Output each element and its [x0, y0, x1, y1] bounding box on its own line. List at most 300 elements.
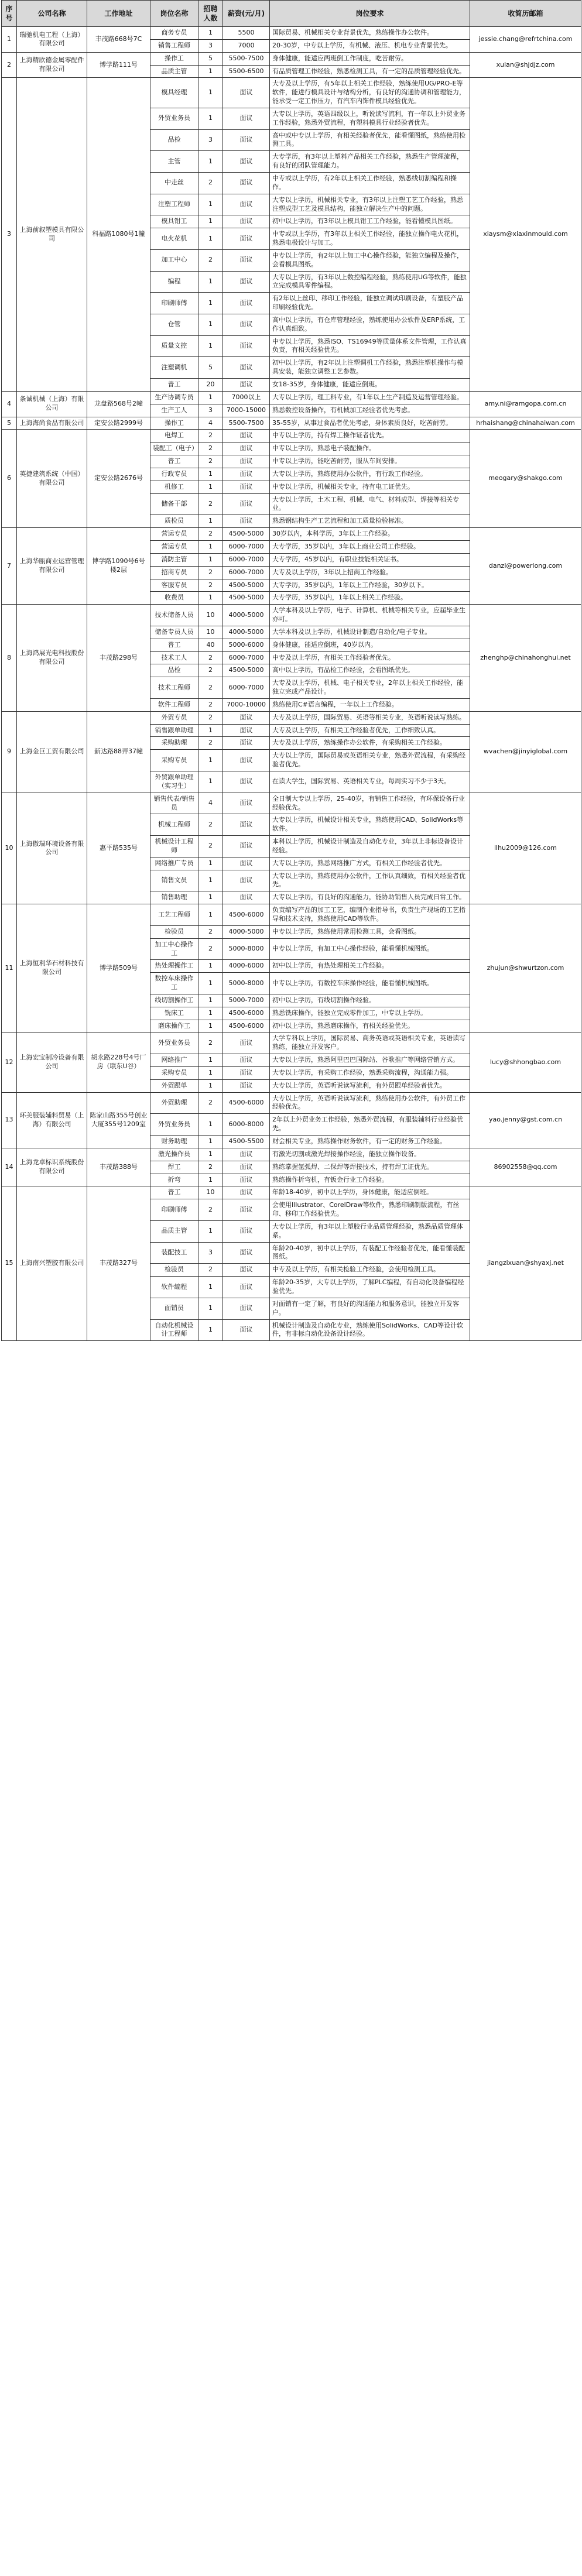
- resume-email: 86902558@qq.com: [470, 1148, 581, 1186]
- job-requirements: 中专及以上学历，有相关工作经验者优先。: [270, 651, 470, 664]
- job-requirements: 熟练操作折弯机，有钣金行业工作经验。: [270, 1174, 470, 1186]
- job-requirements: 身体健康，能适应两班倒工作制度，吃苦耐劳。: [270, 52, 470, 65]
- job-count: 2: [198, 1161, 223, 1174]
- job-title: 机修工: [150, 481, 198, 493]
- company-address: 丰茂路388号: [87, 1148, 150, 1186]
- job-title: 外贸助理: [150, 1092, 198, 1114]
- job-requirements: 中专及以上学历，有相关检验工作经验，会使用检测工具。: [270, 1264, 470, 1277]
- job-salary: 6000-7000: [223, 566, 270, 579]
- job-count: 1: [198, 78, 223, 108]
- job-title: 招商专员: [150, 566, 198, 579]
- resume-email: lucy@shhongbao.com: [470, 1033, 581, 1092]
- header-col-salary: 薪资(元/月): [223, 1, 270, 27]
- job-salary: 面议: [223, 172, 270, 194]
- job-requirements: 有2年以上丝印、移印工作经验，能独立调试印刷设备，有塑胶产品印刷经验优先。: [270, 293, 470, 314]
- row-index: 15: [2, 1186, 17, 1341]
- company-name: 上海鸿展光电科技股份有限公司: [17, 605, 87, 712]
- job-salary: 面议: [223, 108, 270, 129]
- job-count: 1: [198, 1174, 223, 1186]
- job-salary: 面议: [223, 711, 270, 724]
- header-col-company: 公司名称: [17, 1, 87, 27]
- job-count: 1: [198, 891, 223, 904]
- job-count: 1: [198, 540, 223, 553]
- job-salary: 面议: [223, 1319, 270, 1341]
- resume-email: danzl@powerlong.com: [470, 528, 581, 605]
- job-salary: 4000-6000: [223, 960, 270, 973]
- job-salary: 5500-7500: [223, 417, 270, 430]
- job-salary: 4000-5000: [223, 626, 270, 639]
- job-salary: 面议: [223, 1079, 270, 1092]
- job-requirements: 大专以上学历，土木工程、机械、电气、材料成型、焊接等相关专业。: [270, 493, 470, 515]
- job-requirements: 大专学历，35岁以内，3年以上商业公司工作经验。: [270, 540, 470, 553]
- job-count: 1: [198, 27, 223, 40]
- company-address: 丰茂路327号: [87, 1186, 150, 1341]
- job-salary: 面议: [223, 1054, 270, 1067]
- job-title: 技术工人: [150, 651, 198, 664]
- job-requirements: 女18-35岁，身体健康，能适应倒班。: [270, 379, 470, 392]
- job-title: 操作工: [150, 52, 198, 65]
- job-salary: 4500-5500: [223, 1136, 270, 1148]
- job-count: 2: [198, 938, 223, 960]
- job-count: 1: [198, 65, 223, 78]
- job-salary: 4500-6000: [223, 1007, 270, 1020]
- table-body: [2, 27, 581, 1341]
- job-title: 品检: [150, 664, 198, 677]
- job-requirements: 全日制大专以上学历，25-40岁，有销售工作经验，有环保设备行业经验优先。: [270, 793, 470, 814]
- job-salary: 7000-10000: [223, 698, 270, 711]
- job-requirements: 熟练掌握氩弧焊、二保焊等焊接技术，持有焊工证优先。: [270, 1161, 470, 1174]
- job-requirements: 大专学历，35岁以内，1年以上相关工作经验。: [270, 592, 470, 605]
- job-count: 3: [198, 129, 223, 151]
- job-requirements: 大专以上学历，英语听说读写流利，熟练使用办公软件，有外贸工作经验优先。: [270, 1092, 470, 1114]
- job-requirements: 机械设计制造及自动化专业，熟练使用SolidWorks、CAD等设计软件，有非标自动化设备设计经验。: [270, 1319, 470, 1341]
- job-salary: 4500-6000: [223, 1092, 270, 1114]
- job-salary: 7000-15000: [223, 404, 270, 417]
- job-salary: 6000-7000: [223, 540, 270, 553]
- job-requirements: 财会相关专业，熟练操作财务软件，有一定的财务工作经验。: [270, 1136, 470, 1148]
- table-row: [2, 1092, 581, 1114]
- job-requirements: 大专及以上学历，3年以上招商工作经验。: [270, 566, 470, 579]
- job-count: 3: [198, 39, 223, 52]
- job-title: 线切割操作工: [150, 994, 198, 1007]
- job-requirements: 高中以上学历，有仓库管理经验，熟练使用办公软件及ERP系统，工作认真细致。: [270, 314, 470, 335]
- resume-email: xiaysm@xiaxinmould.com: [470, 78, 581, 391]
- job-salary: 面议: [223, 891, 270, 904]
- job-salary: 4000-5000: [223, 925, 270, 938]
- row-index: 14: [2, 1148, 17, 1186]
- job-count: 1: [198, 271, 223, 293]
- resume-email: jessie.chang@refrtchina.com: [470, 27, 581, 53]
- job-count: 1: [198, 481, 223, 493]
- job-count: 2: [198, 711, 223, 724]
- resume-email: llhu2009@126.com: [470, 793, 581, 904]
- table-row: [2, 1148, 581, 1161]
- job-count: 5: [198, 52, 223, 65]
- job-salary: 面议: [223, 1199, 270, 1221]
- company-address: 陈家山路355号创业大厦355号1209室: [87, 1092, 150, 1148]
- job-salary: 4500-5000: [223, 664, 270, 677]
- job-count: 1: [198, 1114, 223, 1136]
- job-requirements: 大专以上学历，有良好的沟通能力，能协助销售人员完成日常工作。: [270, 891, 470, 904]
- job-salary: 面议: [223, 1066, 270, 1079]
- job-salary: 面议: [223, 750, 270, 771]
- job-title: 采购专员: [150, 750, 198, 771]
- job-salary: 4500-5000: [223, 528, 270, 541]
- job-salary: 5500: [223, 27, 270, 40]
- job-title: 销售代表/销售员: [150, 793, 198, 814]
- job-title: 客服专员: [150, 579, 198, 592]
- row-index: 5: [2, 417, 17, 430]
- row-index: 4: [2, 391, 17, 417]
- job-title: 品检: [150, 129, 198, 151]
- job-count: 1: [198, 391, 223, 404]
- job-salary: 7000以上: [223, 391, 270, 404]
- job-requirements: 初中以上学历，有线切割操作经验。: [270, 994, 470, 1007]
- job-count: 1: [198, 515, 223, 528]
- job-title: 自动化机械设计工程师: [150, 1319, 198, 1341]
- row-index: 3: [2, 78, 17, 391]
- job-count: 5: [198, 357, 223, 379]
- company-address: 惠平路535号: [87, 793, 150, 904]
- resume-email: amy.ni@ramgopa.com.cn: [470, 391, 581, 417]
- job-count: 2: [198, 493, 223, 515]
- job-salary: 面议: [223, 1033, 270, 1054]
- job-salary: 面议: [223, 468, 270, 481]
- job-count: 2: [198, 836, 223, 857]
- job-count: 1: [198, 960, 223, 973]
- job-salary: 面议: [223, 357, 270, 379]
- job-requirements: 熟悉钢结构生产工艺流程和加工质量检验标准。: [270, 515, 470, 528]
- job-salary: 面议: [223, 724, 270, 737]
- job-salary: 4500-6000: [223, 1020, 270, 1033]
- company-name: 上海傲瑞环境设备有限公司: [17, 793, 87, 904]
- job-requirements: 初中以上学历，熟悉磨床操作，有相关经验优先。: [270, 1020, 470, 1033]
- company-address: 胡永路228号4号厂房（联东U谷）: [87, 1033, 150, 1092]
- job-count: 2: [198, 566, 223, 579]
- row-index: 9: [2, 711, 17, 793]
- table-row: [2, 793, 581, 814]
- job-title: 普工: [150, 1186, 198, 1199]
- job-requirements: 年龄20-40岁，初中以上学历，有装配工作经验者优先，能看懂装配图纸。: [270, 1242, 470, 1264]
- job-count: 10: [198, 626, 223, 639]
- job-count: 2: [198, 528, 223, 541]
- job-title: 品质主管: [150, 1220, 198, 1242]
- job-requirements: 初中以上学历，有热处理相关工作经验。: [270, 960, 470, 973]
- job-count: 2: [198, 1264, 223, 1277]
- job-salary: 面议: [223, 430, 270, 443]
- table-row: [2, 52, 581, 65]
- job-title: 商务专员: [150, 27, 198, 40]
- job-salary: 面议: [223, 1277, 270, 1298]
- job-requirements: 中专以上学历，有数控车床操作经验，能看懂机械图纸。: [270, 973, 470, 994]
- resume-email: jiangzixuan@shyaxj.net: [470, 1186, 581, 1341]
- job-salary: 面议: [223, 857, 270, 870]
- job-title: 外贸业务员: [150, 1033, 198, 1054]
- job-count: 1: [198, 592, 223, 605]
- job-count: 4: [198, 793, 223, 814]
- header-col-count: 招聘人数: [198, 1, 223, 27]
- company-address: 龙盘路568号2幢: [87, 391, 150, 417]
- job-title: 销售工程师: [150, 39, 198, 52]
- row-index: 2: [2, 52, 17, 78]
- table-row: [2, 78, 581, 108]
- job-count: 4: [198, 417, 223, 430]
- job-salary: 面议: [223, 78, 270, 108]
- resume-email: meogary@shakgo.com: [470, 430, 581, 528]
- job-requirements: 中专以上学历，机械相关专业，持有电工证优先。: [270, 481, 470, 493]
- job-count: 2: [198, 664, 223, 677]
- job-title: 普工: [150, 379, 198, 392]
- job-count: 1: [198, 1136, 223, 1148]
- job-salary: 面议: [223, 1186, 270, 1199]
- job-requirements: 大专以上学历，有3年以上数控编程经验，熟练使用UG等软件，能独立完成模具零件编程。: [270, 271, 470, 293]
- job-count: 1: [198, 468, 223, 481]
- company-address: 新达路88弄37幢: [87, 711, 150, 793]
- header-col-address: 工作地址: [87, 1, 150, 27]
- table-row: [2, 391, 581, 404]
- company-address: 科福路1080号1幢: [87, 78, 150, 391]
- job-salary: 5500-6500: [223, 65, 270, 78]
- job-salary: 4500-6000: [223, 904, 270, 926]
- job-salary: 面议: [223, 455, 270, 468]
- job-requirements: 中专以上学历，持有焊工操作证者优先。: [270, 430, 470, 443]
- job-count: 1: [198, 1277, 223, 1298]
- job-requirements: 年龄18-40岁，初中以上学历，身体健康，能适应倒班。: [270, 1186, 470, 1199]
- job-requirements: 本科以上学历，机械设计制造及自动化专业，3年以上非标设备设计经验。: [270, 836, 470, 857]
- row-index: 1: [2, 27, 17, 53]
- job-salary: 6000-7000: [223, 651, 270, 664]
- job-title: 机械工程师: [150, 814, 198, 836]
- table-row: [2, 904, 581, 926]
- job-requirements: 在读大学生，国际贸易、英语相关专业，每周实习不少于3天。: [270, 771, 470, 793]
- job-title: 采购助理: [150, 737, 198, 750]
- job-count: 2: [198, 430, 223, 443]
- job-title: 外贸业务员: [150, 1114, 198, 1136]
- job-salary: 面议: [223, 1148, 270, 1161]
- job-title: 外贸跟单: [150, 1079, 198, 1092]
- job-salary: 面议: [223, 194, 270, 215]
- job-count: 2: [198, 172, 223, 194]
- job-count: 1: [198, 1319, 223, 1341]
- company-name: 条诚机械（上海）有限公司: [17, 391, 87, 417]
- resume-email: wvachen@jinyiglobal.com: [470, 711, 581, 793]
- job-requirements: 大学本科及以上学历，电子、计算机、机械等相关专业，应届毕业生亦可。: [270, 605, 470, 626]
- job-requirements: 高中以上学历，有品检工作经验，会看图纸优先。: [270, 664, 470, 677]
- table-row: [2, 1033, 581, 1054]
- job-salary: 面议: [223, 1161, 270, 1174]
- job-requirements: 初中以上学历，有2年以上注塑调机工作经验，熟悉注塑机操作与模具安装，能独立调整工艺参数。: [270, 357, 470, 379]
- job-requirements: 中专以上学历，有加工中心操作经验，能看懂机械图纸。: [270, 938, 470, 960]
- job-title: 普工: [150, 639, 198, 651]
- job-count: 3: [198, 1242, 223, 1264]
- job-count: 1: [198, 973, 223, 994]
- job-salary: 面议: [223, 228, 270, 250]
- job-count: 2: [198, 443, 223, 455]
- job-count: 1: [198, 994, 223, 1007]
- job-salary: 6000-8000: [223, 1114, 270, 1136]
- job-salary: 5000-6000: [223, 639, 270, 651]
- job-count: 1: [198, 1079, 223, 1092]
- job-salary: 面议: [223, 481, 270, 493]
- job-requirements: 中专以上学历，熟练使用常用检测工具，会看图纸。: [270, 925, 470, 938]
- job-title: 营运专员: [150, 540, 198, 553]
- job-count: 1: [198, 1220, 223, 1242]
- company-address: 博学路111号: [87, 52, 150, 78]
- job-count: 2: [198, 1033, 223, 1054]
- job-salary: 面议: [223, 1298, 270, 1319]
- job-salary: 5000-8000: [223, 938, 270, 960]
- job-title: 销售助理: [150, 891, 198, 904]
- row-index: 6: [2, 430, 17, 528]
- job-requirements: 20-30岁，中专以上学历，有机械、液压、机电专业背景优先。: [270, 39, 470, 52]
- job-salary: 6000-7000: [223, 677, 270, 699]
- job-count: 3: [198, 404, 223, 417]
- job-requirements: 大专以上学历，熟练使用办公软件，有行政工作经验。: [270, 468, 470, 481]
- job-salary: 面议: [223, 314, 270, 335]
- company-name: 上海海尚食品有限公司: [17, 417, 87, 430]
- header-col-requirements: 岗位要求: [270, 1, 470, 27]
- job-count: 1: [198, 1007, 223, 1020]
- row-index: 10: [2, 793, 17, 904]
- job-title: 销售跟单助理: [150, 724, 198, 737]
- job-title: 储备专员人员: [150, 626, 198, 639]
- job-title: 财务助理: [150, 1136, 198, 1148]
- table-row: [2, 27, 581, 40]
- company-address: 丰茂路668号7C: [87, 27, 150, 53]
- job-title: 电焊工: [150, 430, 198, 443]
- table-row: [2, 430, 581, 443]
- job-count: 10: [198, 605, 223, 626]
- job-title: 收费员: [150, 592, 198, 605]
- job-title: 注塑调机: [150, 357, 198, 379]
- job-requirements: 大专以上学历，机械相关专业，有3年以上注塑工艺工作经验，熟悉注塑成型工艺及模具结构，能独立解决生产中的问题。: [270, 194, 470, 215]
- job-salary: 5500-7500: [223, 52, 270, 65]
- job-title: 外贸跟单助理（实习生）: [150, 771, 198, 793]
- job-salary: 面议: [223, 215, 270, 228]
- job-count: 1: [198, 870, 223, 891]
- company-name: 上海精欣德金属零配件有限公司: [17, 52, 87, 78]
- job-title: 焊工: [150, 1161, 198, 1174]
- job-requirements: 负责编写产品的加工工艺，编制作业指导书，负责生产现场的工艺指导和技术支持，熟练使用CAD等软件。: [270, 904, 470, 926]
- job-count: 1: [198, 750, 223, 771]
- job-requirements: 大专及以上学历，熟练操作办公软件，有采购相关工作经验。: [270, 737, 470, 750]
- job-title: 装配工（电子）: [150, 443, 198, 455]
- job-requirements: 2年以上外贸业务工作经验，熟悉外贸流程，有服装辅料行业经验优先。: [270, 1114, 470, 1136]
- job-requirements: 有激光切割或激光焊接操作经验，能独立操作设备。: [270, 1148, 470, 1161]
- job-count: 10: [198, 1186, 223, 1199]
- job-count: 20: [198, 379, 223, 392]
- resume-email: hrhaishang@chinahaiwan.com: [470, 417, 581, 430]
- job-title: 软件工程师: [150, 698, 198, 711]
- job-salary: 4500-5000: [223, 592, 270, 605]
- company-address: 定安公路2999号: [87, 417, 150, 430]
- job-count: 2: [198, 579, 223, 592]
- job-title: 操作工: [150, 417, 198, 430]
- job-salary: 面议: [223, 1242, 270, 1264]
- job-title: 检验员: [150, 1264, 198, 1277]
- job-salary: 面议: [223, 771, 270, 793]
- job-salary: 面议: [223, 515, 270, 528]
- job-requirements: 身体健康，能适应倒班，40岁以内。: [270, 639, 470, 651]
- job-title: 行政专员: [150, 468, 198, 481]
- company-address: 博学路509号: [87, 904, 150, 1033]
- job-title: 面销员: [150, 1298, 198, 1319]
- company-name: 瑞驰机电工程（上海）有限公司: [17, 27, 87, 53]
- job-title: 仓管: [150, 314, 198, 335]
- job-salary: 面议: [223, 249, 270, 271]
- job-count: 40: [198, 639, 223, 651]
- job-requirements: 大专以上学历，机械设计相关专业，熟练使用CAD、SolidWorks等软件。: [270, 814, 470, 836]
- header-col-email: 收简历邮箱: [470, 1, 581, 27]
- company-name: 环美服装辅料贸易（上海）有限公司: [17, 1092, 87, 1148]
- job-salary: 面议: [223, 793, 270, 814]
- job-requirements: 35-55岁，从事过食品者优先考虑，身体素质良好，吃苦耐劳。: [270, 417, 470, 430]
- job-title: 网络推广: [150, 1054, 198, 1067]
- job-title: 采购专员: [150, 1066, 198, 1079]
- job-count: 1: [198, 1148, 223, 1161]
- job-title: 数控车床操作工: [150, 973, 198, 994]
- job-count: 1: [198, 857, 223, 870]
- job-count: 1: [198, 228, 223, 250]
- job-title: 网络推广专员: [150, 857, 198, 870]
- job-requirements: 大专以上学历，国际贸易或英语相关专业，熟悉外贸流程，有采购经验者优先。: [270, 750, 470, 771]
- job-count: 1: [198, 724, 223, 737]
- job-salary: 面议: [223, 814, 270, 836]
- job-requirements: 中专以上学历，能吃苦耐劳，服从车间安排。: [270, 455, 470, 468]
- job-salary: 面议: [223, 870, 270, 891]
- job-count: 1: [198, 314, 223, 335]
- job-requirements: 初中以上学历，有3年以上模具钳工工作经验，能看懂模具图纸。: [270, 215, 470, 228]
- job-salary: 面议: [223, 293, 270, 314]
- job-title: 注塑工程师: [150, 194, 198, 215]
- job-title: 中走丝: [150, 172, 198, 194]
- job-title: 普工: [150, 455, 198, 468]
- table-header: [2, 1, 581, 27]
- job-title: 技术工程师: [150, 677, 198, 699]
- job-requirements: 大专以上学历，有采购工作经验，熟悉采购流程，沟通能力强。: [270, 1066, 470, 1079]
- resume-email: zhenghp@chinahonghui.net: [470, 605, 581, 712]
- job-title: 主管: [150, 151, 198, 173]
- job-count: 2: [198, 455, 223, 468]
- company-address: 丰茂路298号: [87, 605, 150, 712]
- job-requirements: 中专以上学历，熟悉电子装配操作。: [270, 443, 470, 455]
- job-salary: 面议: [223, 129, 270, 151]
- job-count: 1: [198, 215, 223, 228]
- job-count: 1: [198, 293, 223, 314]
- job-salary: 面议: [223, 1264, 270, 1277]
- job-title: 编程: [150, 271, 198, 293]
- company-name: 上海金巨工贸有限公司: [17, 711, 87, 793]
- job-salary: 5000-8000: [223, 973, 270, 994]
- header-col-index: 序号: [2, 1, 17, 27]
- job-count: 2: [198, 814, 223, 836]
- job-salary: 7000: [223, 39, 270, 52]
- job-requirements: 对面销有一定了解，有良好的沟通能力和服务意识，能独立开发客户。: [270, 1298, 470, 1319]
- row-index: 7: [2, 528, 17, 605]
- company-name: 上海南兴塑胶有限公司: [17, 1186, 87, 1341]
- job-title: 加工中心操作工: [150, 938, 198, 960]
- job-salary: 面议: [223, 271, 270, 293]
- job-salary: 5000-7000: [223, 994, 270, 1007]
- job-title: 质检员: [150, 515, 198, 528]
- job-requirements: 有品质管理工作经验，熟悉检测工具，有一定的品质管理经验优先。: [270, 65, 470, 78]
- job-count: 1: [198, 194, 223, 215]
- job-requirements: 年龄20-35岁，大专以上学历，了解PLC编程，有自动化设备编程经验优先。: [270, 1277, 470, 1298]
- job-title: 检验员: [150, 925, 198, 938]
- job-requirements: 大专及以上学历，有相关工作经验者优先，工作细致认真。: [270, 724, 470, 737]
- job-salary: 面议: [223, 151, 270, 173]
- job-requirements: 大专以上学历，熟悉阿里巴巴国际站、谷歌推广等网络营销方式。: [270, 1054, 470, 1067]
